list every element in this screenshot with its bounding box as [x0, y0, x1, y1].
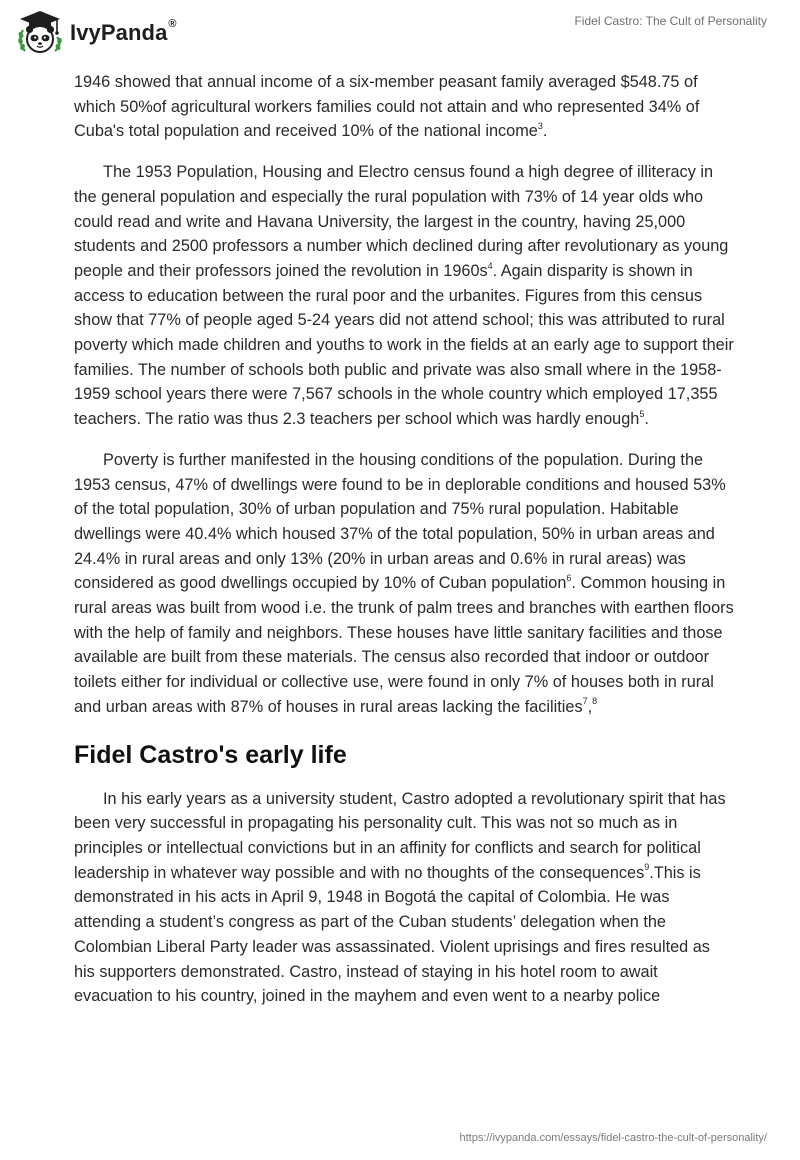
footnote-ref-9[interactable]: 9: [644, 862, 650, 873]
footnote-ref-7[interactable]: 7: [582, 696, 588, 707]
brand-registered-mark: ®: [168, 18, 177, 30]
footnote-ref-6[interactable]: 6: [566, 572, 572, 583]
brand-logo[interactable]: [14, 8, 177, 56]
footnote-ref-8[interactable]: 8: [592, 696, 598, 707]
paragraph-housing: Poverty is further manifested in the housing conditions of the population. During the 1953 census, 47% of dwellings were found to be in deplorable conditions and housed 53% of the total population, 30% of urban population and 75% rural population. Habitable dwellings were 40.4% which housed 37% of the total population, 50% in urban areas and 24.4% in rural areas and only 13% (20% in urban areas and 0.6% in rural areas) was considered as good dwellings occupied by 10% of Cuban population$^6$. Common housing in rural areas was built from wood i.e. the trunk of palm trees and branches with earthen floors with the help of family and neighbors. These houses have little sanitary facilities and those available are built from these materials. The census also recorded that indoor or outdoor toilets either for individual or collective use, were found in only 7% of houses both in rural and urban areas with 87% of houses in rural areas lacking the facilities$^7$,$^8$: [74, 450, 734, 716]
paragraph-income: 1946 showed that annual income of a six-member peasant family averaged $548.75 of which 50%of agricultural workers families could not attain and who represented 34% of Cuba's total population and received 10% of the national income$^3$.: [74, 73, 700, 141]
panda-graduate-icon: [14, 8, 66, 56]
document-title: Fidel Castro: The Cult of Personality: [574, 14, 767, 28]
footnote-ref-4[interactable]: 4: [487, 260, 493, 271]
footnote-ref-3[interactable]: 3: [537, 120, 543, 131]
essay-content: [74, 70, 734, 1009]
page-header: [0, 0, 800, 62]
paragraph-early-life: In his early years as a university student, Castro adopted a revolutionary spirit that has been very successful in propagating his personality cult. This was not so much as in principles or intellectual convictions but in an affinity for conflicts and search for political leadership in whatever way possible and with no thoughts of the consequences$^9$.This is demonstrated in his acts in April 9, 1948 in Bogotá the capital of Colombia. He was attending a student’s congress as part of the Cuban students’ delegation when the Colombian Liberal Party leader was assassinated. Violent uprisings and fires resulted as his supporters demonstrated. Castro, instead of staying in his hotel room to await evacuation to his country, joined in the mayhem and even went to a nearby police: [74, 789, 726, 1006]
footnote-ref-5[interactable]: 5: [639, 408, 645, 419]
source-url[interactable]: https://ivypanda.com/essays/fidel-castro-the-cult-of-personality/: [459, 1132, 767, 1144]
brand-name: IvyPanda®: [70, 18, 177, 45]
paragraph-education: The 1953 Population, Housing and Electro census found a high degree of illiteracy in the general population and especially the rural population with 73% of 14 year olds who could read and write and Havana University, the largest in the country, having 25,000 students and 2500 professors a number which declined during after revolutionary as young people and their professors joined the revolution in $1960s^4$. Again disparity is shown in access to education between the rural poor and the urbanites. Figures from this census show that 77% of people aged 5-24 years did not attend school; this was attributed to rural poverty which made children and youths to work in the fields at an early age to support their families. The number of schools both public and private was also small where in the 1958-1959 school years there were 7,567 schools in the whole country which employed 17,355 teachers. The ratio was thus 2.3 teachers per school which was hardly enough$^5$.: [74, 163, 734, 429]
section-heading: Fidel Castro's early life: [74, 740, 347, 769]
